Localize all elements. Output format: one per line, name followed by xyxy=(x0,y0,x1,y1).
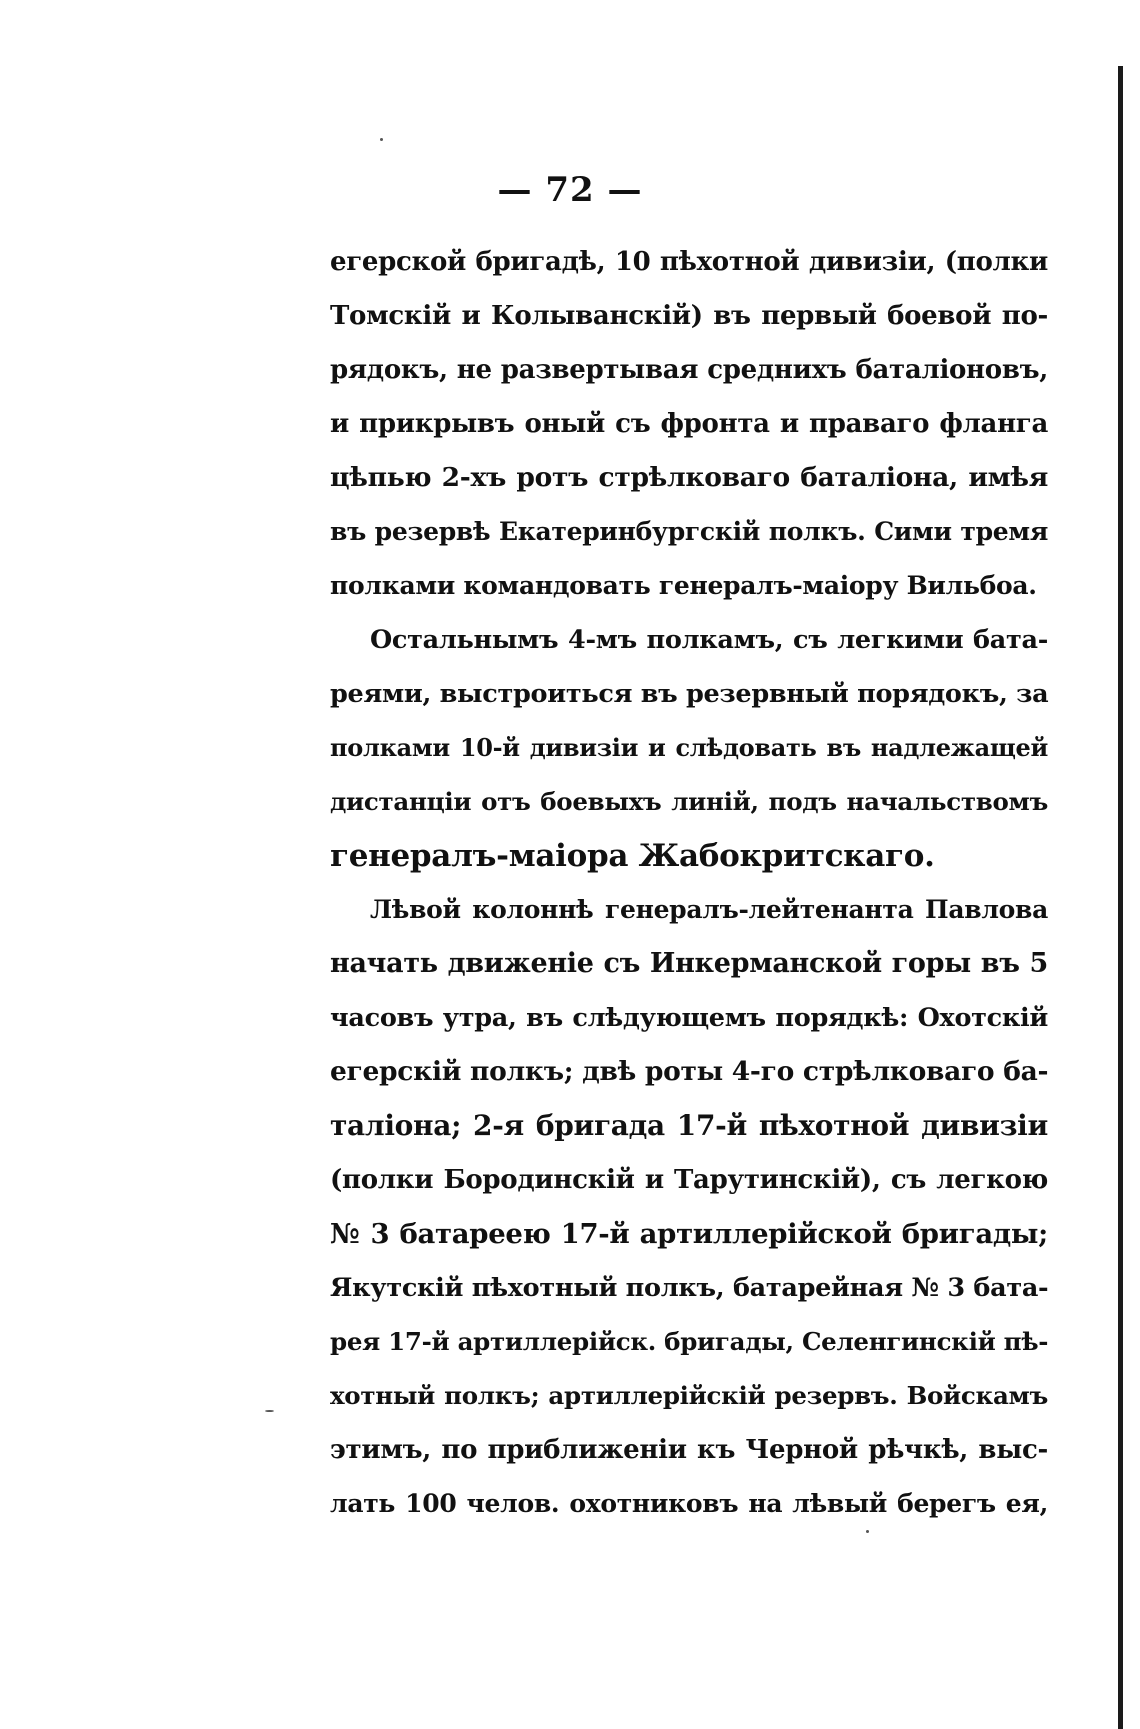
text-line: реями, выстроиться въ резервный порядокъ, за xyxy=(330,679,1049,709)
text-line: генералъ-маіора Жабокритскаго. xyxy=(330,838,935,874)
text-line: начать движеніе съ Инкерманской горы въ 5 xyxy=(330,948,1048,979)
text-line: (полки Бородинскій и Тарутинскій), съ легкою xyxy=(330,1165,1048,1195)
text-line: цѣпью 2-хъ ротъ стрѣлковаго баталіона, имѣя xyxy=(330,462,1048,493)
scan-speck xyxy=(866,1530,869,1533)
text-line: Томскій и Колыванскій) въ первый боевой по- xyxy=(330,301,1048,331)
text-line: рядокъ, не развертывая среднихъ баталіоновъ, xyxy=(330,355,1048,385)
text-line: таліона; 2-я бригада 17-й пѣхотной дивизіи xyxy=(330,1109,1048,1142)
text-line: часовъ утра, въ слѣдующемъ порядкѣ: Охотскій xyxy=(330,1003,1048,1033)
text-line: и прикрывъ оный съ фронта и праваго фланга xyxy=(330,409,1048,439)
text-line: хотный полкъ; артиллерійскій резервъ. Войскамъ xyxy=(330,1381,1048,1410)
text-line: егерской бригадѣ, 10 пѣхотной дивизіи, (полки xyxy=(330,247,1048,277)
text-line: Лѣвой колоннѣ генералъ-лейтенанта Павлова xyxy=(370,895,1048,924)
text-line: дистанціи отъ боевыхъ линій, подъ начальствомъ xyxy=(330,787,1048,816)
scan-speck xyxy=(380,138,383,141)
text-line: Якутскій пѣхотный полкъ, батарейная № 3 бата- xyxy=(330,1273,1049,1303)
text-line: рея 17-й артиллерійск. бригады, Селенгинскій пѣ- xyxy=(330,1327,1049,1356)
scan-speck xyxy=(265,1410,274,1412)
text-line: № 3 батареею 17-й артиллерійской бригады; xyxy=(330,1218,1048,1250)
text-line: лать 100 челов. охотниковъ на лѣвый берегъ ея, xyxy=(330,1489,1048,1518)
body-text xyxy=(330,235,1048,1531)
text-line: егерскій полкъ; двѣ роты 4-го стрѣлковаго ба- xyxy=(330,1056,1049,1087)
text-line: полками 10-й дивизіи и слѣдовать въ надлежащей xyxy=(330,733,1048,762)
text-line: этимъ, по приближеніи къ Черной рѣчкѣ, выс- xyxy=(330,1435,1048,1465)
page-number: — 72 — xyxy=(497,170,643,210)
text-line: Остальнымъ 4-мъ полкамъ, съ легкими бата- xyxy=(370,625,1048,655)
text-line: полками командовать генералъ-маіору Вильбоа. xyxy=(330,571,1037,600)
page-edge-rule xyxy=(1118,66,1123,1729)
text-line: въ резервѣ Екатеринбургскій полкъ. Сими тремя xyxy=(330,517,1048,546)
